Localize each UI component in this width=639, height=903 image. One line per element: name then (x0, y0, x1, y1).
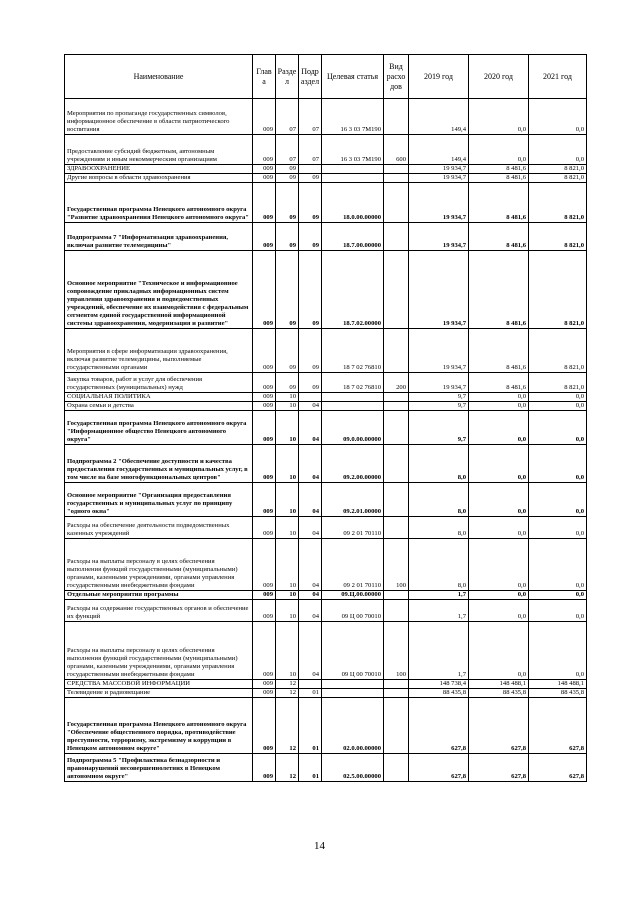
cell-glava: 009 (253, 373, 276, 393)
cell-2020: 8 481,6 (469, 251, 529, 329)
cell-razdel: 12 (276, 754, 299, 782)
header-name: Наименование (65, 55, 253, 99)
cell-name: Расходы на содержание государственных органов и обеспечение их функций (65, 600, 253, 622)
table-row (65, 223, 587, 251)
cell-vid: 100 (384, 539, 409, 591)
header-2019: 2019 год (409, 55, 469, 99)
cell-2021: 88 435,8 (529, 689, 587, 698)
header-statya: Целевая статья (322, 55, 384, 99)
cell-2019: 9,7 (409, 393, 469, 402)
table-row (65, 539, 587, 591)
cell-podrazdel: 04 (299, 600, 322, 622)
cell-glava: 009 (253, 698, 276, 754)
cell-2021: 8 821,0 (529, 373, 587, 393)
cell-vid (384, 165, 409, 174)
cell-2021: 8 821,0 (529, 329, 587, 373)
cell-name: Подпрограмма 2 "Обеспечение доступности и качества предоставления государственных и муниципальных услуг, в том числе на базе многофункциональных центров" (65, 445, 253, 483)
cell-podrazdel: 04 (299, 483, 322, 517)
cell-vid (384, 183, 409, 223)
header-2020: 2020 год (469, 55, 529, 99)
cell-2020: 8 481,6 (469, 373, 529, 393)
cell-razdel: 09 (276, 183, 299, 223)
table-row (65, 373, 587, 393)
cell-name: Расходы на обеспечение деятельности подведомственных казенных учреждений (65, 517, 253, 539)
cell-podrazdel: 04 (299, 539, 322, 591)
cell-glava: 009 (253, 754, 276, 782)
cell-2019: 1,7 (409, 600, 469, 622)
cell-podrazdel: 09 (299, 251, 322, 329)
cell-vid (384, 174, 409, 183)
cell-2021: 0,0 (529, 135, 587, 165)
cell-vid (384, 411, 409, 445)
cell-razdel: 10 (276, 393, 299, 402)
cell-podrazdel: 01 (299, 689, 322, 698)
cell-glava: 009 (253, 174, 276, 183)
cell-razdel: 10 (276, 411, 299, 445)
cell-podrazdel: 09 (299, 174, 322, 183)
cell-vid (384, 402, 409, 411)
cell-podrazdel: 01 (299, 754, 322, 782)
cell-vid (384, 698, 409, 754)
cell-glava: 009 (253, 483, 276, 517)
cell-2020: 0,0 (469, 517, 529, 539)
cell-glava: 009 (253, 251, 276, 329)
cell-statya: 02.5.00.00000 (322, 754, 384, 782)
cell-glava: 009 (253, 165, 276, 174)
cell-podrazdel: 04 (299, 591, 322, 600)
cell-podrazdel (299, 165, 322, 174)
table-row (65, 698, 587, 754)
cell-razdel: 12 (276, 689, 299, 698)
cell-statya (322, 689, 384, 698)
cell-name: СРЕДСТВА МАССОВОЙ ИНФОРМАЦИИ (65, 680, 253, 689)
cell-podrazdel: 04 (299, 411, 322, 445)
cell-2021: 0,0 (529, 411, 587, 445)
cell-name: Телевидение и радиовещание (65, 689, 253, 698)
cell-statya: 16 3 03 7М190 (322, 99, 384, 135)
cell-2020: 8 481,6 (469, 183, 529, 223)
cell-name: Основное мероприятие "Организация предоставления государственных и муниципальных услуг по принципу "одного окна" (65, 483, 253, 517)
cell-2021: 0,0 (529, 483, 587, 517)
cell-name: Закупка товаров, работ и услуг для обеспечения государственных (муниципальных) нужд (65, 373, 253, 393)
cell-name: Подпрограмма 7 "Информатизация здравоохранения, включая развитие телемедицины" (65, 223, 253, 251)
cell-razdel: 10 (276, 517, 299, 539)
cell-statya: 18.7.02.00000 (322, 251, 384, 329)
table-row (65, 99, 587, 135)
cell-glava: 009 (253, 689, 276, 698)
cell-glava: 009 (253, 411, 276, 445)
table-row (65, 517, 587, 539)
cell-2019: 627,8 (409, 698, 469, 754)
cell-2021: 0,0 (529, 622, 587, 680)
cell-razdel: 10 (276, 622, 299, 680)
cell-statya: 09 Ц 00 70010 (322, 622, 384, 680)
cell-2019: 1,7 (409, 591, 469, 600)
table-row (65, 329, 587, 373)
header-razdel: Разде л (276, 55, 299, 99)
cell-name: Расходы на выплаты персоналу в целях обеспечения выполнения функций государственными (муниципальными) органами, казенными учреждениями, органами управления государственными внебюджетными фондами (65, 622, 253, 680)
cell-2019: 149,4 (409, 99, 469, 135)
table-row (65, 135, 587, 165)
table-row (65, 393, 587, 402)
table-row (65, 174, 587, 183)
cell-2021: 0,0 (529, 600, 587, 622)
cell-2021: 8 821,0 (529, 165, 587, 174)
cell-2019: 149,4 (409, 135, 469, 165)
cell-statya: 18.0.00.00000 (322, 183, 384, 223)
cell-glava: 009 (253, 445, 276, 483)
cell-2020: 0,0 (469, 622, 529, 680)
cell-razdel: 10 (276, 591, 299, 600)
cell-2020: 0,0 (469, 411, 529, 445)
cell-glava: 009 (253, 223, 276, 251)
cell-vid (384, 517, 409, 539)
table-row (65, 165, 587, 174)
cell-2020: 0,0 (469, 99, 529, 135)
cell-glava: 009 (253, 183, 276, 223)
cell-vid (384, 445, 409, 483)
cell-2020: 0,0 (469, 135, 529, 165)
table-row (65, 411, 587, 445)
cell-vid: 100 (384, 622, 409, 680)
cell-podrazdel: 04 (299, 517, 322, 539)
cell-name: Расходы на выплаты персоналу в целях обеспечения выполнения функций государственными (муниципальными) органами, казенными учреждениями, органами управления государственными внебюджетными фондами (65, 539, 253, 591)
header-podrazdel: Подр аздел (299, 55, 322, 99)
cell-2021: 8 821,0 (529, 223, 587, 251)
cell-name: Государственная программа Ненецкого автономного округа "Информационное общество Ненецкого автономного округа" (65, 411, 253, 445)
cell-2019: 19 934,7 (409, 373, 469, 393)
cell-name: Подпрограмма 5 "Профилактика безнадзорности и правонарушений несовершеннолетних в Ненецком автономном округе" (65, 754, 253, 782)
table-row (65, 622, 587, 680)
cell-2020: 8 481,6 (469, 165, 529, 174)
table-row (65, 183, 587, 223)
cell-2019: 19 934,7 (409, 329, 469, 373)
cell-statya: 09.Ц.00.00000 (322, 591, 384, 600)
cell-name: Государственная программа Ненецкого автономного округа "Обеспечение общественного порядка, противодействие преступности, терроризму, экстремизму и коррупции в Ненецком автономном округе" (65, 698, 253, 754)
cell-glava: 009 (253, 99, 276, 135)
cell-razdel: 07 (276, 99, 299, 135)
cell-statya: 09 2 01 70110 (322, 517, 384, 539)
cell-podrazdel: 09 (299, 373, 322, 393)
cell-2019: 148 738,4 (409, 680, 469, 689)
table-row (65, 591, 587, 600)
cell-statya: 18.7.00.00000 (322, 223, 384, 251)
cell-vid (384, 393, 409, 402)
cell-vid (384, 591, 409, 600)
table-row (65, 754, 587, 782)
cell-2020: 148 488,1 (469, 680, 529, 689)
cell-vid: 600 (384, 135, 409, 165)
header-2021: 2021 год (529, 55, 587, 99)
cell-statya (322, 174, 384, 183)
table-body (65, 99, 587, 782)
cell-2021: 0,0 (529, 517, 587, 539)
cell-2019: 19 934,7 (409, 174, 469, 183)
cell-podrazdel: 09 (299, 223, 322, 251)
cell-2021: 0,0 (529, 393, 587, 402)
cell-podrazdel: 09 (299, 183, 322, 223)
cell-2019: 19 934,7 (409, 251, 469, 329)
cell-statya: 02.0.00.00000 (322, 698, 384, 754)
cell-glava: 009 (253, 622, 276, 680)
cell-razdel: 10 (276, 445, 299, 483)
cell-name: Государственная программа Ненецкого автономного округа "Развитие здравоохранения Ненецкого автономного округа" (65, 183, 253, 223)
cell-name: Охрана семьи и детства (65, 402, 253, 411)
cell-2019: 8,0 (409, 445, 469, 483)
cell-razdel: 09 (276, 174, 299, 183)
cell-razdel: 09 (276, 373, 299, 393)
cell-statya (322, 402, 384, 411)
cell-2019: 1,7 (409, 622, 469, 680)
cell-vid (384, 600, 409, 622)
cell-podrazdel: 04 (299, 622, 322, 680)
cell-2021: 627,8 (529, 698, 587, 754)
table-row (65, 600, 587, 622)
cell-glava: 009 (253, 135, 276, 165)
cell-2021: 0,0 (529, 539, 587, 591)
cell-name: СОЦИАЛЬНАЯ ПОЛИТИКА (65, 393, 253, 402)
cell-name: Мероприятия по пропаганде государственных символов, информационное обеспечение в области патриотического воспитания (65, 99, 253, 135)
cell-vid (384, 251, 409, 329)
cell-2020: 627,8 (469, 754, 529, 782)
cell-2020: 0,0 (469, 591, 529, 600)
table-row (65, 680, 587, 689)
cell-2020: 88 435,8 (469, 689, 529, 698)
cell-2020: 8 481,6 (469, 329, 529, 373)
cell-statya (322, 393, 384, 402)
cell-2021: 0,0 (529, 591, 587, 600)
cell-podrazdel: 01 (299, 698, 322, 754)
cell-statya (322, 165, 384, 174)
budget-table (64, 54, 587, 782)
cell-glava: 009 (253, 393, 276, 402)
table-header-row (65, 55, 587, 99)
cell-2020: 0,0 (469, 445, 529, 483)
header-glava: Глав а (253, 55, 276, 99)
cell-statya (322, 680, 384, 689)
cell-vid (384, 223, 409, 251)
cell-razdel: 12 (276, 698, 299, 754)
cell-name: Предоставление субсидий бюджетным, автономным учреждениям и иным некоммерческим организациям (65, 135, 253, 165)
cell-2021: 0,0 (529, 402, 587, 411)
cell-2019: 19 934,7 (409, 183, 469, 223)
cell-razdel: 10 (276, 483, 299, 517)
cell-vid (384, 99, 409, 135)
cell-razdel: 09 (276, 251, 299, 329)
cell-2020: 627,8 (469, 698, 529, 754)
cell-name: Отдельные мероприятия программы (65, 591, 253, 600)
cell-podrazdel: 07 (299, 135, 322, 165)
cell-glava: 009 (253, 591, 276, 600)
cell-glava: 009 (253, 329, 276, 373)
cell-2019: 19 934,7 (409, 223, 469, 251)
cell-razdel: 10 (276, 402, 299, 411)
cell-2019: 627,8 (409, 754, 469, 782)
cell-name: Мероприятия в сфере информатизации здравоохранения, включая развитие телемедицины, выполняемые государственными органами (65, 329, 253, 373)
cell-vid (384, 689, 409, 698)
table-row (65, 402, 587, 411)
cell-podrazdel (299, 393, 322, 402)
cell-statya: 16 3 03 7М190 (322, 135, 384, 165)
cell-glava: 009 (253, 517, 276, 539)
cell-2019: 8,0 (409, 483, 469, 517)
cell-2020: 8 481,6 (469, 223, 529, 251)
cell-vid (384, 483, 409, 517)
cell-podrazdel: 07 (299, 99, 322, 135)
cell-name: ЗДРАВООХРАНЕНИЕ (65, 165, 253, 174)
cell-2021: 148 488,1 (529, 680, 587, 689)
cell-2020: 0,0 (469, 402, 529, 411)
cell-razdel: 12 (276, 680, 299, 689)
cell-statya: 09 2 01 70110 (322, 539, 384, 591)
cell-statya: 09 Ц 00 70010 (322, 600, 384, 622)
cell-vid (384, 754, 409, 782)
cell-razdel: 10 (276, 539, 299, 591)
cell-vid (384, 680, 409, 689)
cell-2019: 8,0 (409, 539, 469, 591)
cell-2020: 0,0 (469, 539, 529, 591)
cell-podrazdel: 04 (299, 402, 322, 411)
cell-name: Другие вопросы в области здравоохранения (65, 174, 253, 183)
cell-statya: 09.0.00.00000 (322, 411, 384, 445)
table-row (65, 483, 587, 517)
cell-glava: 009 (253, 402, 276, 411)
cell-statya: 09.2.01.00000 (322, 483, 384, 517)
cell-2020: 0,0 (469, 483, 529, 517)
table-row (65, 689, 587, 698)
cell-statya: 18 7 02 76810 (322, 373, 384, 393)
cell-podrazdel: 09 (299, 329, 322, 373)
cell-2021: 627,8 (529, 754, 587, 782)
table-row (65, 445, 587, 483)
cell-2021: 8 821,0 (529, 174, 587, 183)
cell-razdel: 09 (276, 223, 299, 251)
cell-2019: 8,0 (409, 517, 469, 539)
cell-vid: 200 (384, 373, 409, 393)
cell-2021: 8 821,0 (529, 251, 587, 329)
cell-razdel: 07 (276, 135, 299, 165)
cell-podrazdel (299, 680, 322, 689)
cell-glava: 009 (253, 539, 276, 591)
cell-name: Основное мероприятие "Техническое и информационное сопровождение прикладных информационных систем управления здравоохранения и подведомственных учреждений, обеспечение их взаимодействия с федеральным сегментом единой государственной информационной системы здравоохранения, модернизация и развитие" (65, 251, 253, 329)
cell-vid (384, 329, 409, 373)
cell-razdel: 10 (276, 600, 299, 622)
cell-podrazdel: 04 (299, 445, 322, 483)
cell-glava: 009 (253, 680, 276, 689)
cell-statya: 09.2.00.00000 (322, 445, 384, 483)
cell-razdel: 09 (276, 165, 299, 174)
page-number: 14 (314, 840, 325, 852)
cell-2019: 9,7 (409, 402, 469, 411)
cell-2020: 0,0 (469, 393, 529, 402)
cell-2019: 9,7 (409, 411, 469, 445)
cell-2020: 8 481,6 (469, 174, 529, 183)
cell-2019: 19 934,7 (409, 165, 469, 174)
cell-2020: 0,0 (469, 600, 529, 622)
cell-statya: 18 7 02 76810 (322, 329, 384, 373)
cell-2021: 0,0 (529, 445, 587, 483)
cell-razdel: 09 (276, 329, 299, 373)
table-row (65, 251, 587, 329)
header-vid: Вид расхо дов (384, 55, 409, 99)
cell-2019: 88 435,8 (409, 689, 469, 698)
cell-glava: 009 (253, 600, 276, 622)
cell-2021: 0,0 (529, 99, 587, 135)
cell-2021: 8 821,0 (529, 183, 587, 223)
